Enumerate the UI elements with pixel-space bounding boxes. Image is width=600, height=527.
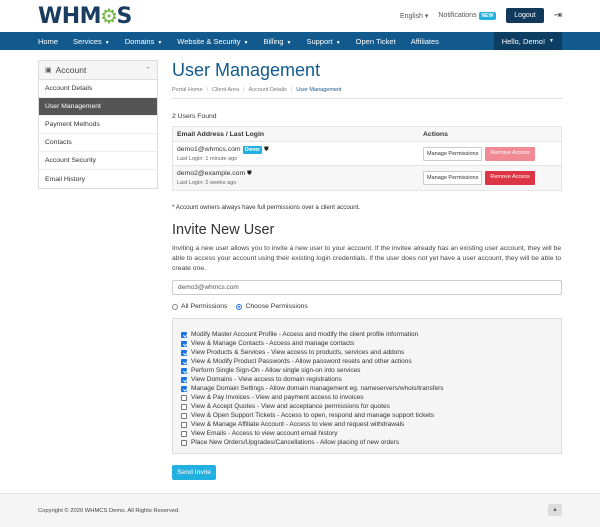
user-menu-label: Hello, Demo! <box>501 36 546 46</box>
user-cell <box>177 146 269 162</box>
remove-access-button[interactable]: Remove Access <box>485 171 534 185</box>
breadcrumb-current: User Management <box>296 87 342 93</box>
permission-item[interactable] <box>181 348 553 357</box>
permission-checkbox[interactable] <box>181 332 187 338</box>
logo-text: WHM <box>38 3 102 29</box>
row-actions <box>423 171 557 185</box>
sidebar-item-account-security[interactable] <box>39 152 157 170</box>
permission-checkbox[interactable] <box>181 341 187 347</box>
permission-checkbox[interactable] <box>181 413 187 419</box>
permission-checkbox[interactable] <box>181 368 187 374</box>
permission-item[interactable] <box>181 438 553 447</box>
radio-choose-label[interactable]: Choose Permissions <box>245 303 308 311</box>
column-header-actions: Actions <box>423 130 448 138</box>
radio-choose-permissions[interactable] <box>236 304 242 310</box>
sidebar-item-payment-methods[interactable] <box>39 116 157 134</box>
permission-label: View Domains - View access to domain registrations <box>191 376 342 384</box>
manage-permissions-button[interactable]: Manage Permissions <box>423 171 482 185</box>
last-login: Last Login: 1 minute ago <box>177 155 238 162</box>
user-email-line <box>177 170 252 178</box>
remove-access-button[interactable]: Remove Access <box>485 147 534 161</box>
table-header <box>173 127 561 142</box>
users-found-count: 2 Users Found <box>172 113 217 120</box>
permission-label: Perform Single Sign-On - Allow single sign-on into services <box>191 367 361 375</box>
permission-item[interactable] <box>181 339 553 348</box>
breadcrumb-portal-home[interactable]: Portal Home <box>172 87 203 93</box>
user-menu[interactable] <box>494 32 562 50</box>
language-label: English <box>399 12 423 20</box>
sidebar-item-user-management[interactable] <box>39 98 157 116</box>
owner-badge: Owner <box>244 146 261 153</box>
sidebar-item-label: Payment Methods <box>45 121 100 128</box>
radio-all-label[interactable]: All Permissions <box>181 303 228 311</box>
permission-label: Manage Domain Settings - Allow domain management eg. nameservers/whois/transfers <box>191 385 444 393</box>
invite-title: Invite New User <box>172 222 275 238</box>
nav-home-label: Home <box>38 36 59 46</box>
whmcs-logo[interactable] <box>38 4 132 29</box>
main-content <box>172 60 562 480</box>
permission-label: View Products & Services - View access to products, services and addons <box>191 349 405 357</box>
main-nav <box>0 32 600 50</box>
breadcrumb-separator: / <box>290 87 293 93</box>
permission-checkbox[interactable] <box>181 431 187 437</box>
permission-checkbox[interactable] <box>181 377 187 383</box>
permission-label: View & Open Support Tickets - Access to open, respond and manage support tickets <box>191 412 435 420</box>
row-actions <box>423 147 557 161</box>
table-row <box>173 142 561 166</box>
sidebar-item-account-details[interactable] <box>39 80 157 98</box>
radio-all-permissions[interactable] <box>172 304 178 310</box>
permission-item[interactable] <box>181 330 553 339</box>
breadcrumb-client-area[interactable]: Client Area <box>212 87 240 93</box>
gear-logo-icon: ⚙ <box>100 4 118 28</box>
permission-checkbox[interactable] <box>181 422 187 428</box>
top-header <box>0 0 600 32</box>
permission-item[interactable] <box>181 366 553 375</box>
permission-label: View & Manage Contacts - Access and manage contacts <box>191 340 355 348</box>
sign-out-icon[interactable]: ⇥ <box>553 10 562 21</box>
nav-home[interactable] <box>38 37 58 46</box>
nav-services[interactable] <box>73 37 110 46</box>
top-right-controls <box>400 8 562 23</box>
nav-affiliates-label: Affiliates <box>410 36 439 46</box>
invite-email-input[interactable]: demo3@whmcs.com <box>172 280 562 295</box>
permission-label: Place New Orders/Upgrades/Cancellations - Allow placing of new orders <box>191 439 400 447</box>
users-table <box>172 126 562 191</box>
account-sidebar <box>38 60 158 189</box>
caret-down-icon: ▼ <box>243 39 249 46</box>
sidebar-item-label: User Management <box>45 103 101 110</box>
sidebar-item-email-history[interactable] <box>39 170 157 188</box>
sidebar-item-contacts[interactable] <box>39 134 157 152</box>
caret-down-icon: ▼ <box>286 39 292 46</box>
nav-website-security[interactable] <box>177 37 248 46</box>
breadcrumb <box>172 87 562 99</box>
shield-icon: ⛊ <box>264 146 269 153</box>
permission-item[interactable] <box>181 384 553 393</box>
caret-down-icon: ▼ <box>549 38 554 44</box>
permission-label: View & Manage Affiliate Account - Access to view and request withdrawals <box>191 421 405 429</box>
sidebar-title: Account <box>55 65 87 75</box>
logout-button[interactable]: Logout <box>506 8 543 23</box>
breadcrumb-separator: / <box>206 87 209 93</box>
new-badge: NEW <box>479 12 497 20</box>
breadcrumb-separator: / <box>243 87 245 93</box>
permission-label: View & Modify Product Passwords - Allow password resets and other actions <box>191 358 412 366</box>
nav-domains[interactable] <box>125 37 163 46</box>
nav-services-label: Services <box>73 36 102 46</box>
permission-item[interactable] <box>181 402 553 411</box>
back-to-top-button[interactable] <box>548 504 562 516</box>
permission-item[interactable] <box>181 393 553 402</box>
chevron-up-icon: ⌃ <box>145 67 151 74</box>
nav-support[interactable] <box>306 37 340 46</box>
owner-note: * Account owners always have full permissions over a client account. <box>172 204 361 211</box>
permission-checkbox[interactable] <box>181 359 187 365</box>
permission-label: View & Pay Invoices - View and payment access to invoices <box>191 394 364 402</box>
permission-label: View & Accept Quotes - View and acceptance permissions for quotes <box>191 403 390 411</box>
permission-checkbox[interactable] <box>181 386 187 392</box>
permission-mode-radios <box>172 303 562 310</box>
nav-open-ticket[interactable] <box>356 37 396 46</box>
chevron-down-icon: ▾ <box>424 12 429 20</box>
permission-checkbox[interactable] <box>181 404 187 410</box>
permission-checkbox[interactable] <box>181 395 187 401</box>
permission-checkbox[interactable] <box>181 350 187 356</box>
nav-affiliates[interactable] <box>411 37 439 46</box>
permission-label: Modify Master Account Profile - Access and modify the client profile information <box>191 331 419 339</box>
chevron-up-icon: ▲ <box>552 507 558 513</box>
permissions-list <box>172 318 562 454</box>
page-title: User Management <box>172 60 321 80</box>
permission-checkbox[interactable] <box>181 440 187 446</box>
nav-domains-label: Domains <box>124 36 155 46</box>
sidebar-item-label: Email History <box>45 175 86 183</box>
caret-down-icon: ▼ <box>104 39 110 46</box>
language-selector[interactable] <box>400 12 428 20</box>
table-row <box>173 166 561 190</box>
permission-item[interactable] <box>181 375 553 384</box>
column-header-email: Email Address / Last Login <box>177 130 264 138</box>
sidebar-header[interactable] <box>39 61 157 80</box>
permission-item[interactable] <box>181 420 553 429</box>
nav-billing-label: Billing <box>263 36 284 46</box>
permission-item[interactable] <box>181 357 553 366</box>
notifications-label: Notifications <box>438 12 477 19</box>
sidebar-item-label: Contacts <box>45 139 72 146</box>
user-email: demo2@example.com <box>177 170 246 177</box>
sidebar-item-label: Account Security <box>45 157 96 164</box>
user-email-line <box>177 146 269 154</box>
sidebar-item-label: Account Details <box>45 85 93 92</box>
nav-open-ticket-label: Open Ticket <box>355 36 396 46</box>
user-email: demo1@whmcs.com <box>177 145 241 153</box>
permission-label: View Emails - Access to view account email history <box>191 430 338 438</box>
permission-item[interactable] <box>181 411 553 420</box>
permission-item[interactable] <box>181 429 553 438</box>
notifications-link[interactable] <box>438 12 496 19</box>
send-invite-button[interactable]: Send Invite <box>172 465 216 480</box>
manage-permissions-button[interactable]: Manage Permissions <box>423 147 482 161</box>
logo-text-end: S <box>116 3 132 29</box>
footer <box>0 493 600 527</box>
nav-support-label: Support <box>306 36 333 46</box>
caret-down-icon: ▼ <box>157 39 163 46</box>
last-login: Last Login: 2 weeks ago <box>177 180 237 186</box>
nav-billing[interactable] <box>263 37 291 46</box>
copyright-text: Copyright © 2020 WHMCS Demo. All Rights Reserved. <box>38 507 180 514</box>
invite-description: Inviting a new user allows you to invite a new user to your account. If the invitee already has an existing user account, they will be able to access your account using their existing login credentials. If the user does not yet have a user account, they will be able to create one. <box>172 245 562 272</box>
breadcrumb-account-details[interactable]: Account Details <box>248 87 287 93</box>
user-cell <box>177 170 252 186</box>
nav-website-security-label: Website & Security <box>177 36 241 46</box>
user-icon: ▣ <box>45 67 52 74</box>
shield-icon: ⛊ <box>247 171 252 177</box>
caret-down-icon: ▼ <box>335 39 341 46</box>
